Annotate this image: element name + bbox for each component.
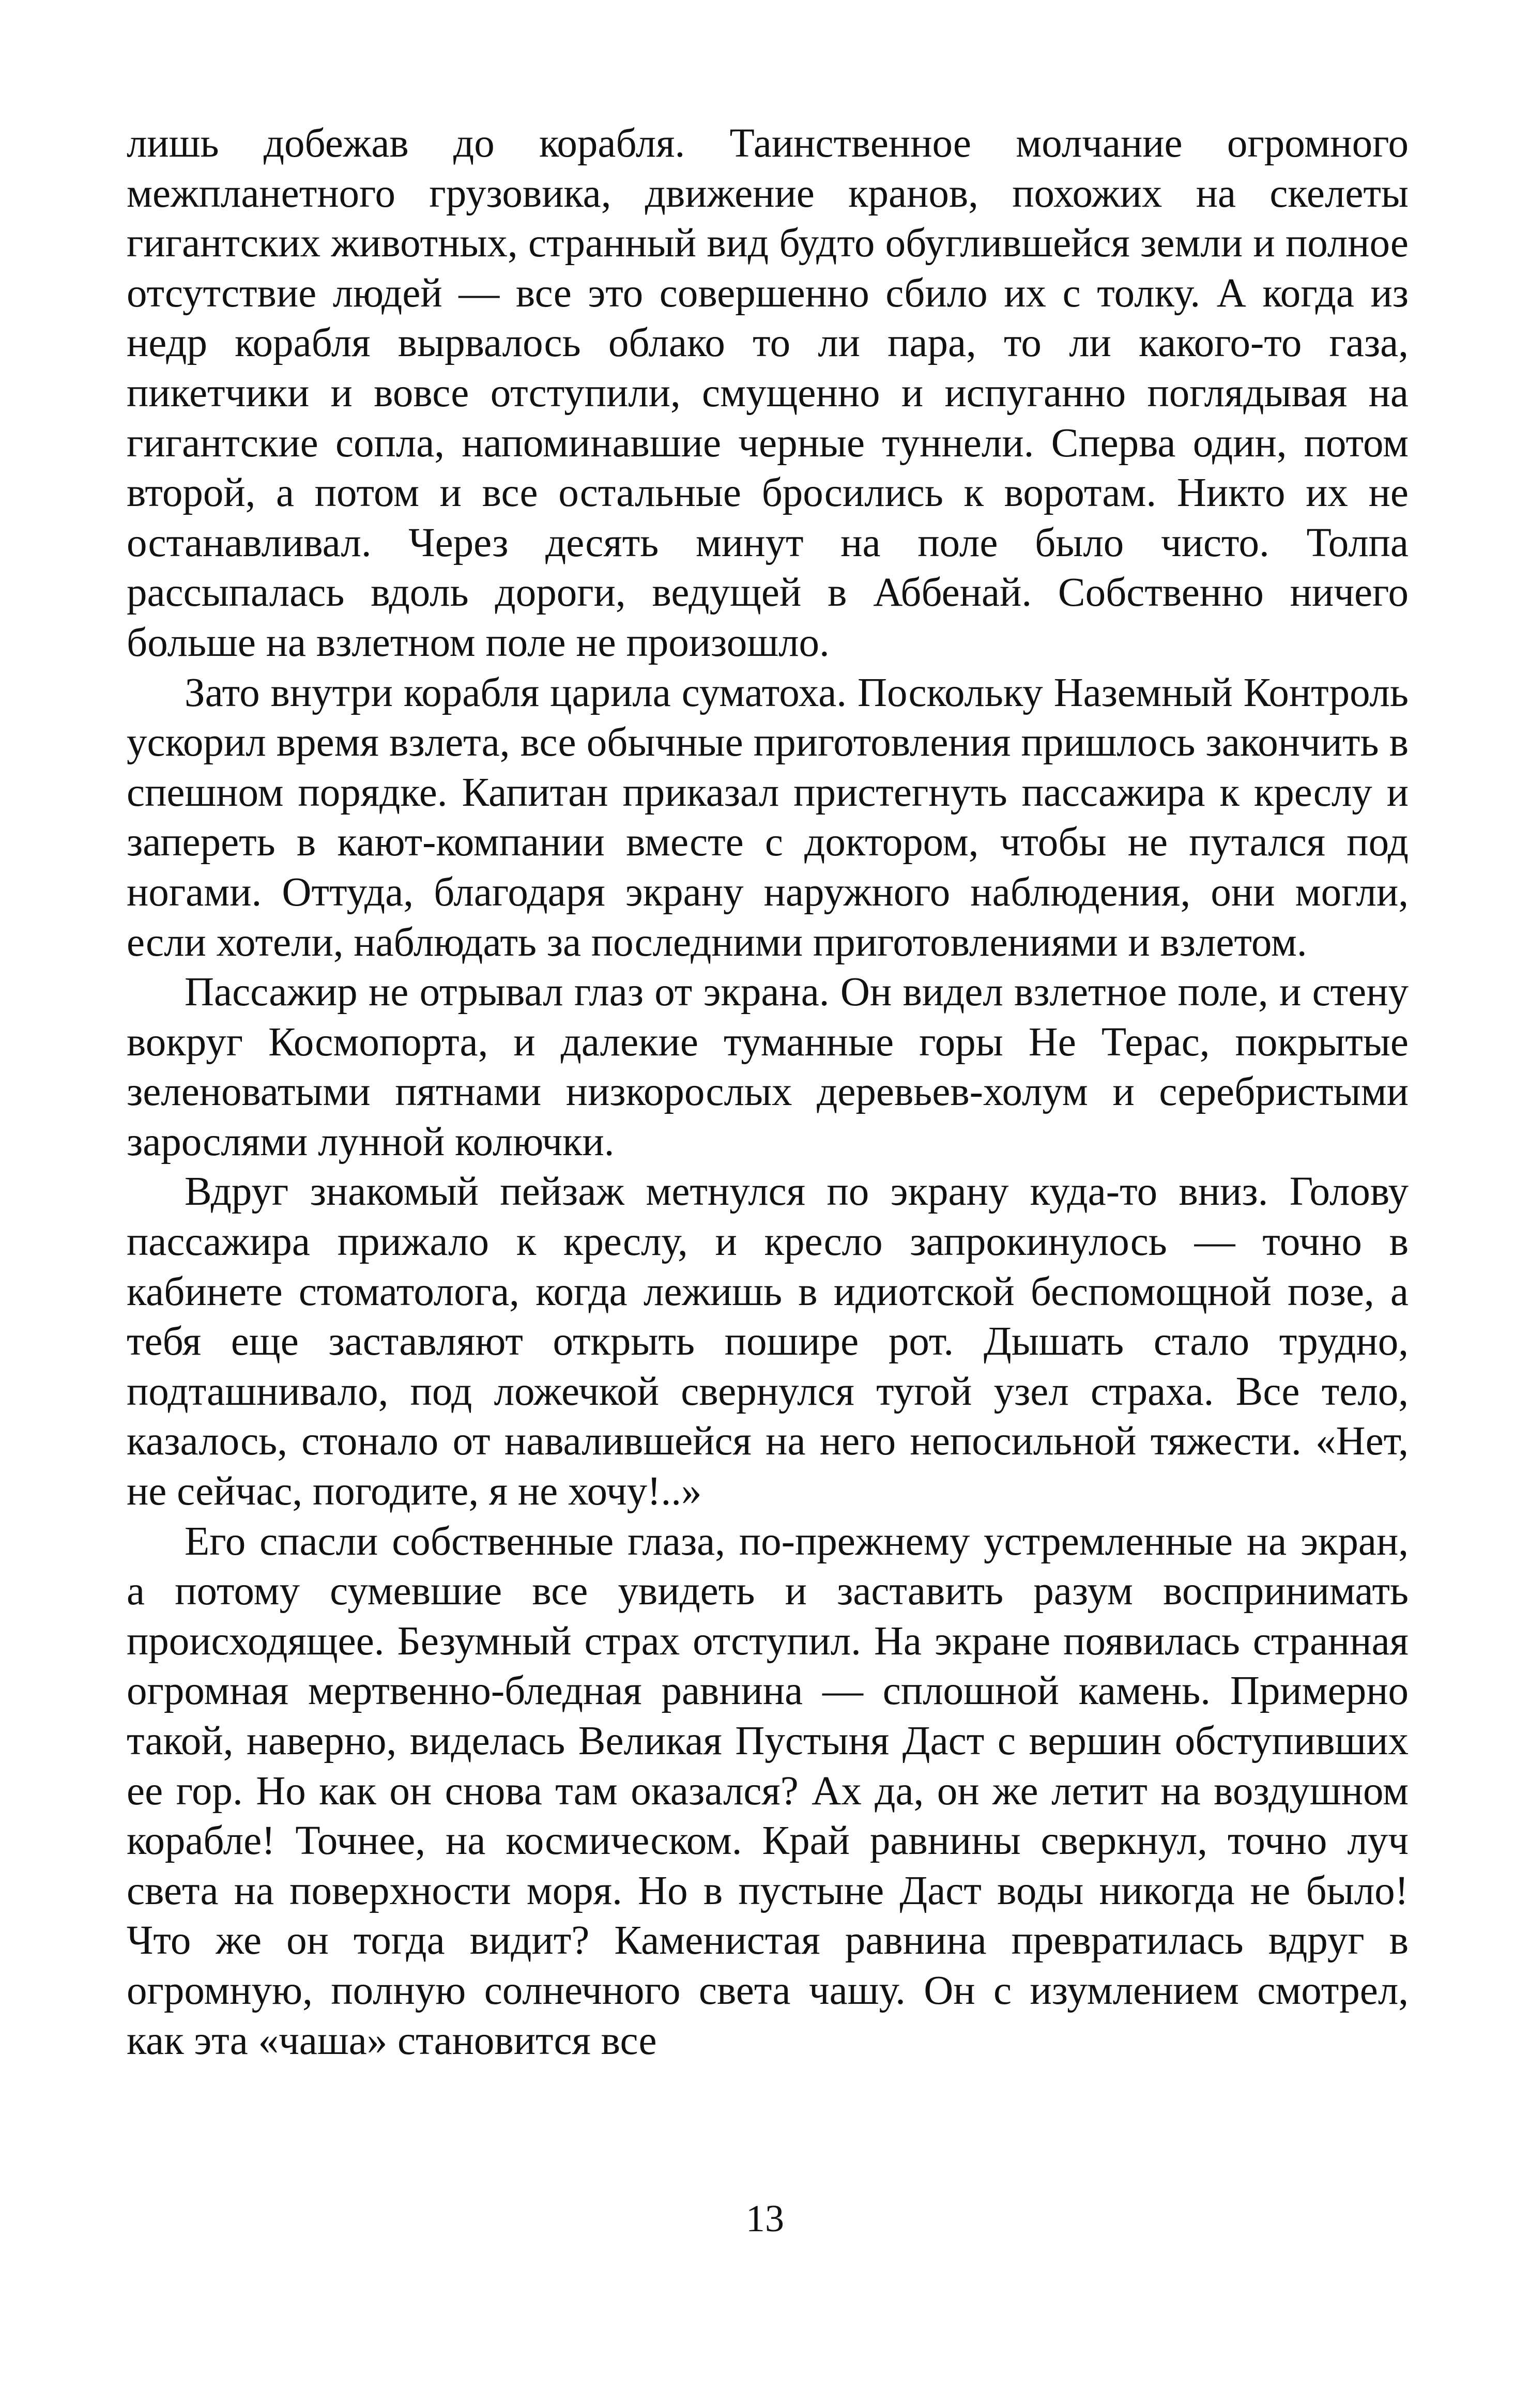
paragraph-5: Его спасли собственные глаза, по-прежнему устремленные на экран, а потому сумевшие все увидеть и заставить разум воспринимать происходящее. Безумный страх отступил. На экране появилась странная огромная мертвенно-бледная равнина — сплошной камень. Примерно такой, наверно, виделась Великая Пустыня Даст с вершин обступивших ее гор. Но как он снова там оказался? Ах да, он же летит на воздушном корабле! Точнее, на космическом. Край равнины сверкнул, точно луч света на поверхности моря. Но в пустыне Даст воды никогда не было! Что же он тогда видит? Каменистая равнина превратилась вдруг в огромную, полную солнечного света чашу. Он с изумлением смотрел, как эта «чаша» становится все [127, 1519, 1409, 2063]
book-page-text [127, 119, 1409, 2066]
page-number: 13 [746, 2198, 784, 2240]
paragraph-4: Вдруг знакомый пейзаж метнулся по экрану куда-то вниз. Голову пассажира прижало к креслу, и кресло запрокинулось — точно в кабинете стоматолога, когда лежишь в идиотской беспомощной позе, а тебя еще заставляют открыть пошире рот. Дышать стало трудно, подташнивало, под ложечкой свернулся тугой узел страха. Все тело, казалось, стонало от навалившейся на него непосильной тяжести. «Нет, не сейчас, погодите, я не хочу!..» [127, 1169, 1409, 1514]
paragraph-2: Зато внутри корабля царила суматоха. Поскольку Наземный Контроль ускорил время взлета, все обычные приготовления пришлось закончить в спешном порядке. Капитан приказал пристегнуть пассажира к креслу и запереть в кают-компании вместе с доктором, чтобы не путался под ногами. Оттуда, благодаря экрану наружного наблюдения, они могли, если хотели, наблюдать за последними приготовлениями и взлетом. [127, 670, 1409, 965]
paragraph-1: лишь добежав до корабля. Таинственное молчание огромного межпланетного грузовика, движение кранов, похожих на скелеты гигантских животных, странный вид будто обуглившейся земли и полное отсутствие людей — все это совершенно сбило их с толку. А когда из недр корабля вырвалось облако то ли пара, то ли какого-то газа, пикетчики и вовсе отступили, смущенно и испуганно поглядывая на гигантские сопла, напоминавшие черные туннели. Сперва один, потом второй, а потом и все остальные бросились к воротам. Никто их не останавливал. Через десять минут на поле было чисто. Толпа рассыпалась вдоль дороги, ведущей в Аббенай. Собственно ничего больше на взлетном поле не произошло. [127, 121, 1409, 665]
paragraph-3: Пассажир не отрывал глаз от экрана. Он видел взлетное поле, и стену вокруг Космопорта, и далекие туманные горы Не Терас, покрытые зеленоватыми пятнами низкорослых деревьев-холум и серебристыми зарослями лунной колючки. [127, 970, 1409, 1164]
